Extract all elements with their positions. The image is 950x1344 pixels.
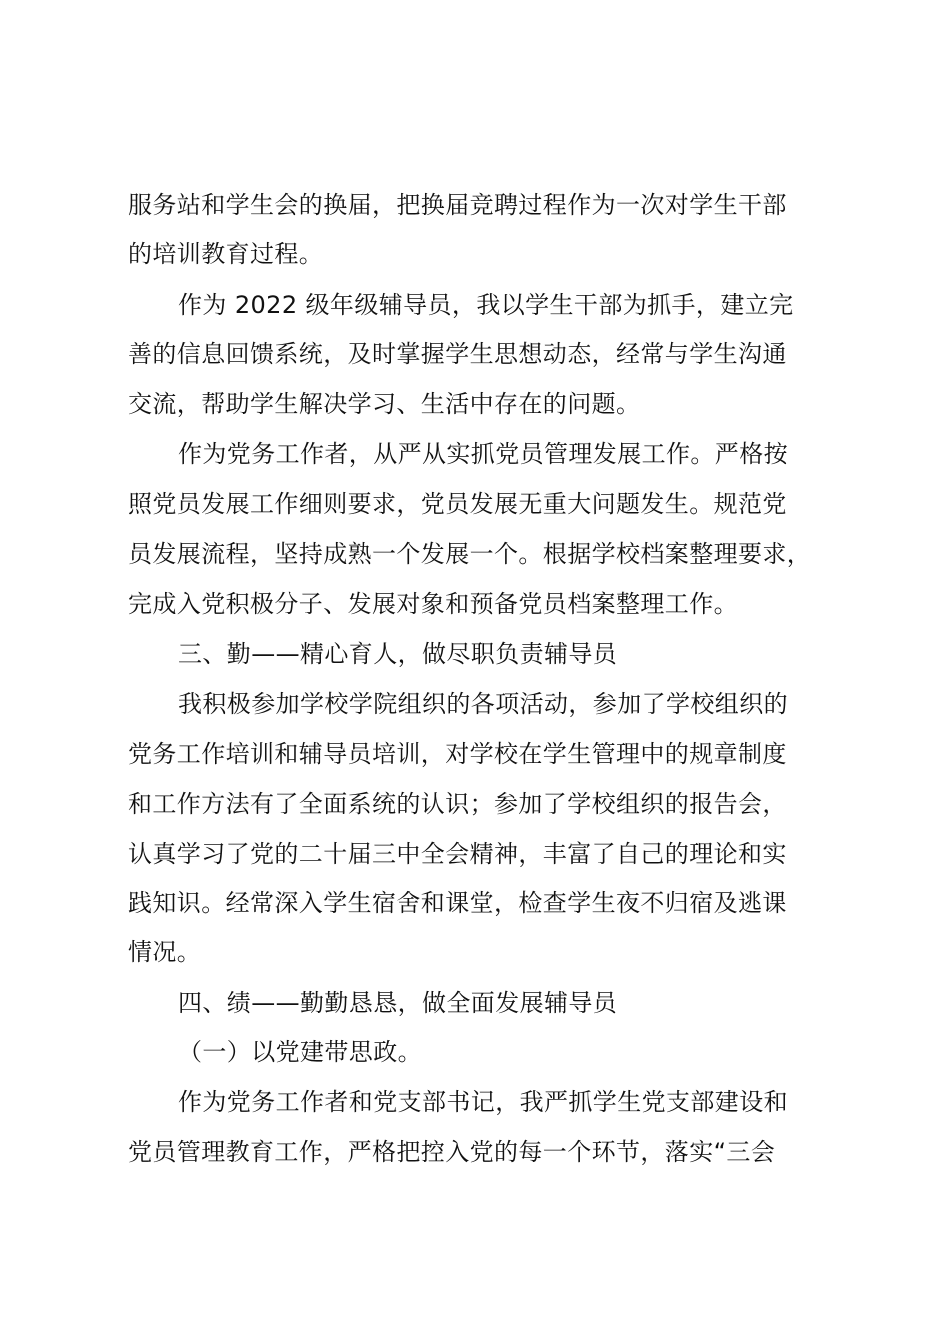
text-line: 交流，帮助学生解决学习、生活中存在的问题。	[128, 390, 641, 418]
text-line: 情况。	[128, 938, 202, 966]
text-line: 践知识。经常深入学生宿舍和课堂，检查学生夜不归宿及逃课	[128, 889, 787, 917]
text-line: 的培训教育过程。	[128, 240, 324, 268]
text-line: 党员管理教育工作，严格把控入党的每一个环节，落实“三会	[128, 1138, 776, 1166]
text-line: 员发展流程，坚持成熟一个发展一个。根据学校档案整理要求，	[128, 540, 812, 568]
section-heading: 四、绩——勤勤恳恳，做全面发展辅导员	[178, 989, 618, 1017]
text-line: 善的信息回馈系统，及时掌握学生思想动态，经常与学生沟通	[128, 340, 787, 368]
text-line: 和工作方法有了全面系统的认识；参加了学校组织的报告会，	[128, 790, 787, 818]
text-line: 完成入党积极分子、发展对象和预备党员档案整理工作。	[128, 590, 738, 618]
text-line: 照党员发展工作细则要求，党员发展无重大问题发生。规范党	[128, 490, 787, 518]
text-line: 我积极参加学校学院组织的各项活动，参加了学校组织的	[178, 690, 788, 718]
text-line: 党务工作培训和辅导员培训，对学校在学生管理中的规章制度	[128, 740, 787, 768]
subsection-heading: （一）以党建带思政。	[178, 1038, 422, 1066]
text-line: 认真学习了党的二十届三中全会精神，丰富了自己的理论和实	[128, 840, 787, 868]
text-line: 作为 2022 级年级辅导员，我以学生干部为抓手，建立完	[178, 291, 794, 319]
text-line: 服务站和学生会的换届，把换届竞聘过程作为一次对学生干部	[128, 191, 787, 219]
text-line: 作为党务工作者和党支部书记，我严抓学生党支部建设和	[178, 1088, 788, 1116]
section-heading: 三、勤——精心育人，做尽职负责辅导员	[178, 640, 618, 668]
text-line: 作为党务工作者，从严从实抓党员管理发展工作。严格按	[178, 440, 788, 468]
